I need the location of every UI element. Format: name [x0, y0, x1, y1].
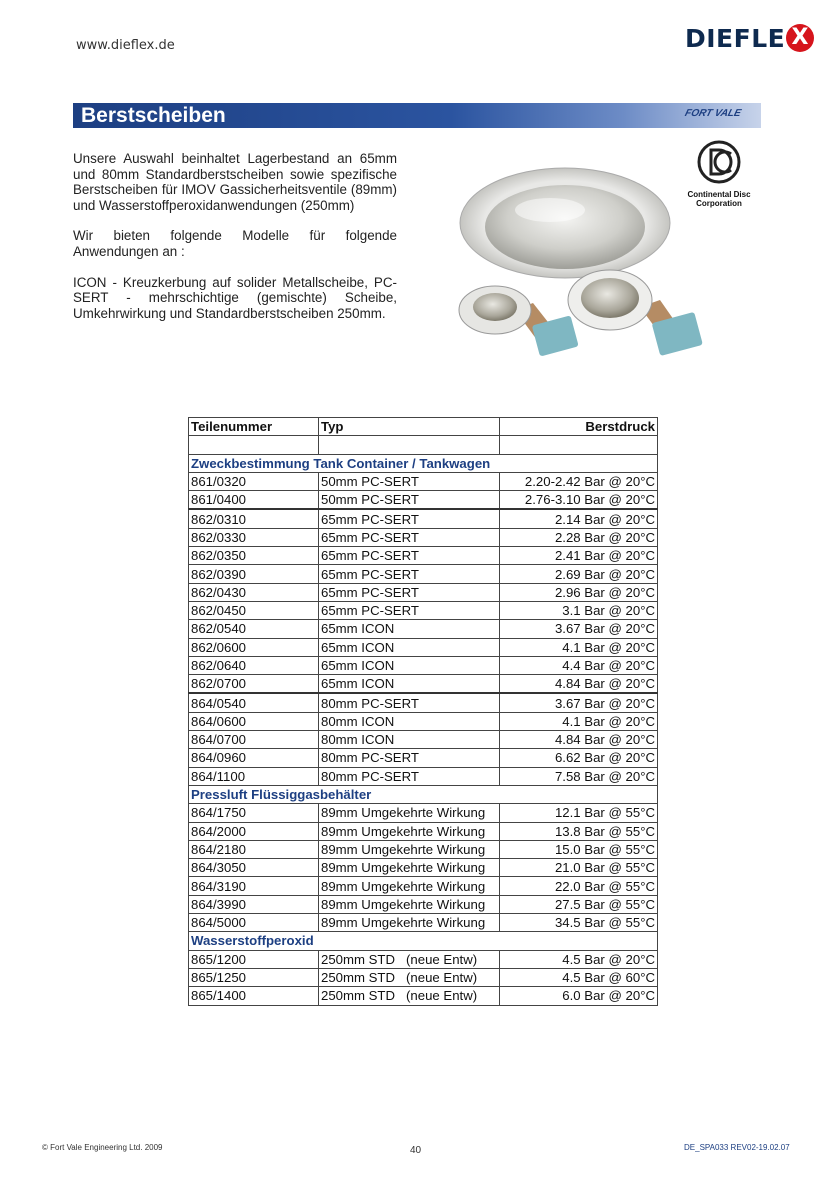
table-header-row	[189, 418, 658, 436]
table-row	[189, 656, 658, 674]
type-cell: 65mm PC-SERT	[319, 528, 500, 546]
part-number-cell: 862/0350	[189, 547, 319, 565]
burst-pressure-cell: 4.1 Bar @ 20°C	[500, 712, 658, 730]
section-header-row	[189, 785, 658, 803]
burst-pressure-cell: 27.5 Bar @ 55°C	[500, 895, 658, 913]
part-number-cell: 864/2000	[189, 822, 319, 840]
burst-pressure-cell: 3.1 Bar @ 20°C	[500, 601, 658, 619]
spacer-cell	[319, 436, 500, 454]
part-number-cell: 862/0330	[189, 528, 319, 546]
type-cell: 80mm PC-SERT	[319, 749, 500, 767]
cdc-name-line1: Continental Disc	[687, 190, 751, 199]
type-cell: 50mm PC-SERT	[319, 491, 500, 510]
table-row	[189, 565, 658, 583]
burst-pressure-cell: 4.5 Bar @ 60°C	[500, 968, 658, 986]
type-cell: 89mm Umgekehrte Wirkung	[319, 877, 500, 895]
type-cell: 50mm PC-SERT	[319, 472, 500, 490]
burst-pressure-cell: 2.76-3.10 Bar @ 20°C	[500, 491, 658, 510]
part-number-cell: 864/0600	[189, 712, 319, 730]
table-row	[189, 804, 658, 822]
table-row	[189, 693, 658, 712]
type-cell: 80mm ICON	[319, 712, 500, 730]
type-cell: 250mm STD (neue Entw)	[319, 968, 500, 986]
burst-pressure-cell: 4.84 Bar @ 20°C	[500, 731, 658, 749]
part-number-cell: 865/1200	[189, 950, 319, 968]
burst-pressure-cell: 2.14 Bar @ 20°C	[500, 509, 658, 528]
header-part-number: Teilenummer	[189, 418, 319, 436]
logo-x-mark: X	[786, 24, 814, 52]
section-title: Zweckbestimmung Tank Container / Tankwagen	[189, 454, 658, 472]
type-cell: 89mm Umgekehrte Wirkung	[319, 914, 500, 932]
burst-pressure-cell: 15.0 Bar @ 55°C	[500, 840, 658, 858]
table-row	[189, 491, 658, 510]
part-number-cell: 862/0450	[189, 601, 319, 619]
type-cell: 65mm PC-SERT	[319, 547, 500, 565]
burst-pressure-cell: 2.28 Bar @ 20°C	[500, 528, 658, 546]
table-row	[189, 987, 658, 1005]
part-number-cell: 864/1750	[189, 804, 319, 822]
table-row	[189, 749, 658, 767]
continental-disc-logo	[679, 140, 759, 208]
spacer-cell	[189, 436, 319, 454]
part-number-cell: 861/0400	[189, 491, 319, 510]
logo-text: DIEFLE	[685, 23, 786, 53]
table-row	[189, 583, 658, 601]
table-row	[189, 731, 658, 749]
section-header-row	[189, 932, 658, 950]
section-banner	[73, 103, 761, 128]
burst-pressure-cell: 2.96 Bar @ 20°C	[500, 583, 658, 601]
section-title: Wasserstoffperoxid	[189, 932, 658, 950]
part-number-cell: 864/2180	[189, 840, 319, 858]
part-number-cell: 864/3190	[189, 877, 319, 895]
type-cell: 89mm Umgekehrte Wirkung	[319, 859, 500, 877]
part-number-cell: 862/0540	[189, 620, 319, 638]
part-number-cell: 864/0700	[189, 731, 319, 749]
spacer-cell	[500, 436, 658, 454]
table-row	[189, 509, 658, 528]
section-header-row	[189, 454, 658, 472]
type-cell: 65mm ICON	[319, 620, 500, 638]
type-cell: 65mm PC-SERT	[319, 509, 500, 528]
burst-pressure-cell: 3.67 Bar @ 20°C	[500, 693, 658, 712]
parts-table	[188, 417, 658, 1006]
burst-pressure-cell: 2.20-2.42 Bar @ 20°C	[500, 472, 658, 490]
part-number-cell: 864/0540	[189, 693, 319, 712]
type-cell: 89mm Umgekehrte Wirkung	[319, 840, 500, 858]
type-cell: 65mm ICON	[319, 656, 500, 674]
type-cell: 250mm STD (neue Entw)	[319, 987, 500, 1005]
type-cell: 65mm PC-SERT	[319, 565, 500, 583]
burst-pressure-cell: 22.0 Bar @ 55°C	[500, 877, 658, 895]
table-row	[189, 767, 658, 785]
table-row	[189, 950, 658, 968]
burst-pressure-cell: 4.1 Bar @ 20°C	[500, 638, 658, 656]
part-number-cell: 865/1250	[189, 968, 319, 986]
table-row	[189, 877, 658, 895]
part-number-cell: 861/0320	[189, 472, 319, 490]
type-cell: 250mm STD (neue Entw)	[319, 950, 500, 968]
burst-pressure-cell: 2.41 Bar @ 20°C	[500, 547, 658, 565]
part-number-cell: 864/1100	[189, 767, 319, 785]
type-cell: 65mm ICON	[319, 638, 500, 656]
website-url: www.dieflex.de	[76, 38, 175, 53]
table-row	[189, 547, 658, 565]
intro-paragraph-3: ICON - Kreuzkerbung auf solider Metallscheibe, PC-SERT - mehrschichtige (gemischte) Scheibe, Umkehrwirkung und Standardberstscheiben 250mm.	[73, 274, 397, 321]
part-number-cell: 864/3990	[189, 895, 319, 913]
intro-text	[73, 151, 397, 336]
header-type: Typ	[319, 418, 500, 436]
table-row	[189, 675, 658, 694]
intro-paragraph-1: Unsere Auswahl beinhaltet Lagerbestand an 65mm und 80mm Standardberstscheiben sowie spezifische Berstscheiben für IMOV Gassicherheitsventile (89mm) und Wasserstoffperoxidanwendungen (250mm)	[73, 151, 397, 213]
intro-paragraph-2: Wir bieten folgende Modelle für folgende Anwendungen an :	[73, 228, 397, 259]
type-cell: 65mm ICON	[319, 675, 500, 694]
page-title: Berstscheiben	[81, 104, 226, 127]
type-cell: 89mm Umgekehrte Wirkung	[319, 895, 500, 913]
burst-pressure-cell: 4.5 Bar @ 20°C	[500, 950, 658, 968]
table-row	[189, 840, 658, 858]
part-number-cell: 864/5000	[189, 914, 319, 932]
table-row	[189, 712, 658, 730]
part-number-cell: 865/1400	[189, 987, 319, 1005]
page-number: 40	[410, 1145, 422, 1156]
part-number-cell: 862/0700	[189, 675, 319, 694]
type-cell: 80mm PC-SERT	[319, 693, 500, 712]
type-cell: 80mm PC-SERT	[319, 767, 500, 785]
burst-pressure-cell: 12.1 Bar @ 55°C	[500, 804, 658, 822]
table-row	[189, 822, 658, 840]
type-cell: 65mm PC-SERT	[319, 583, 500, 601]
burst-pressure-cell: 7.58 Bar @ 20°C	[500, 767, 658, 785]
part-number-cell: 864/0960	[189, 749, 319, 767]
burst-pressure-cell: 6.0 Bar @ 20°C	[500, 987, 658, 1005]
burst-pressure-cell: 2.69 Bar @ 20°C	[500, 565, 658, 583]
part-number-cell: 862/0640	[189, 656, 319, 674]
fort-vale-brand: FORT VALE	[683, 108, 743, 119]
table-row	[189, 859, 658, 877]
table-row	[189, 638, 658, 656]
table-row	[189, 968, 658, 986]
type-cell: 89mm Umgekehrte Wirkung	[319, 804, 500, 822]
type-cell: 80mm ICON	[319, 731, 500, 749]
table-row	[189, 620, 658, 638]
section-title: Pressluft Flüssiggasbehälter	[189, 785, 658, 803]
footer-copyright: © Fort Vale Engineering Ltd. 2009	[42, 1143, 163, 1152]
table-row	[189, 528, 658, 546]
table-row	[189, 601, 658, 619]
burst-pressure-cell: 4.4 Bar @ 20°C	[500, 656, 658, 674]
burst-pressure-cell: 13.8 Bar @ 55°C	[500, 822, 658, 840]
burst-pressure-cell: 34.5 Bar @ 55°C	[500, 914, 658, 932]
header-burst-pressure: Berstdruck	[500, 418, 658, 436]
part-number-cell: 862/0600	[189, 638, 319, 656]
type-cell: 65mm PC-SERT	[319, 601, 500, 619]
part-number-cell: 862/0310	[189, 509, 319, 528]
table-row	[189, 914, 658, 932]
cdc-name-line2: Corporation	[696, 199, 742, 208]
burst-pressure-cell: 6.62 Bar @ 20°C	[500, 749, 658, 767]
part-number-cell: 862/0430	[189, 583, 319, 601]
burst-pressure-cell: 21.0 Bar @ 55°C	[500, 859, 658, 877]
type-cell: 89mm Umgekehrte Wirkung	[319, 822, 500, 840]
table-spacer-row	[189, 436, 658, 454]
footer-doc-ref: DE_SPA033 REV02-19.02.07	[684, 1143, 790, 1152]
burst-pressure-cell: 4.84 Bar @ 20°C	[500, 675, 658, 694]
part-number-cell: 864/3050	[189, 859, 319, 877]
dieflex-logo	[685, 22, 814, 54]
part-number-cell: 862/0390	[189, 565, 319, 583]
burst-pressure-cell: 3.67 Bar @ 20°C	[500, 620, 658, 638]
cdc-emblem-icon	[697, 140, 741, 184]
table-row	[189, 895, 658, 913]
table-row	[189, 472, 658, 490]
